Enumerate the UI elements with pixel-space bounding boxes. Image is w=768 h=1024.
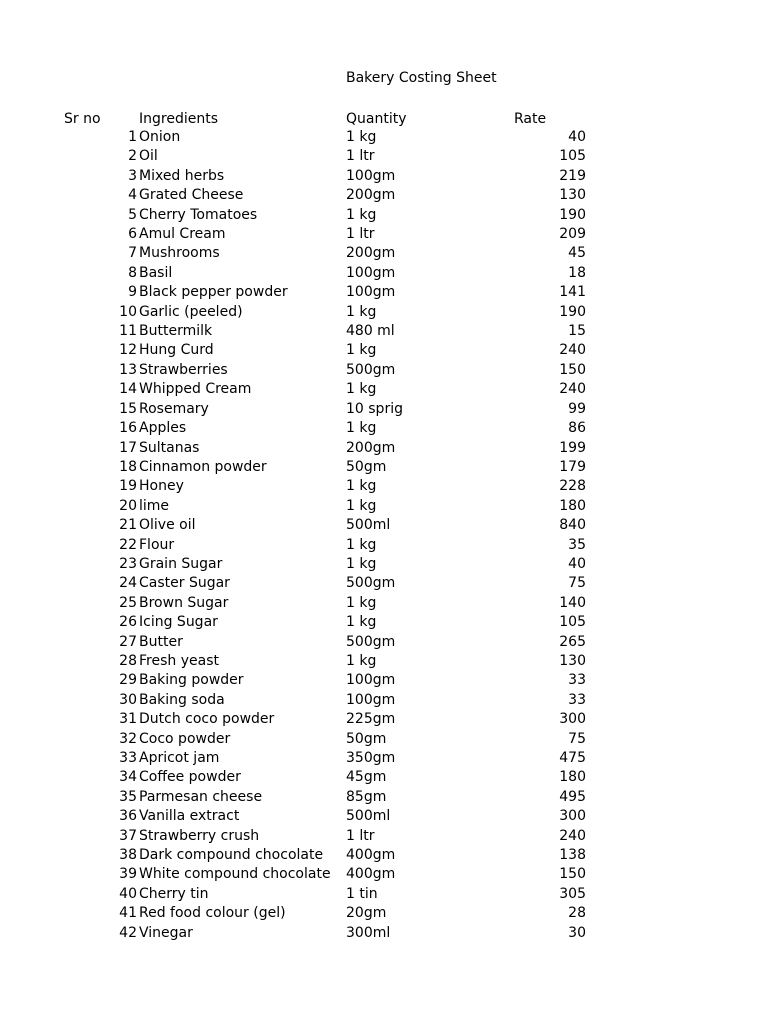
row-rate: 105 bbox=[559, 614, 586, 631]
row-ingredient: Black pepper powder bbox=[139, 284, 288, 301]
row-sr-no: 25 bbox=[119, 594, 137, 611]
row-sr-no: 16 bbox=[119, 420, 137, 437]
table-row bbox=[0, 788, 768, 807]
row-sr-no: 3 bbox=[128, 167, 137, 184]
row-rate: 18 bbox=[568, 264, 586, 281]
row-rate: 30 bbox=[568, 924, 586, 941]
row-ingredient: Coffee powder bbox=[139, 769, 241, 786]
table-row bbox=[0, 439, 768, 458]
row-rate: 190 bbox=[559, 303, 586, 320]
row-rate: 228 bbox=[559, 478, 586, 495]
row-ingredient: Cherry Tomatoes bbox=[139, 206, 258, 223]
row-quantity: 1 kg bbox=[346, 381, 377, 398]
table-row bbox=[0, 885, 768, 904]
row-ingredient: lime bbox=[139, 497, 170, 514]
row-quantity: 500ml bbox=[346, 808, 391, 825]
row-quantity: 20gm bbox=[346, 905, 387, 922]
row-quantity: 1 kg bbox=[346, 342, 377, 359]
row-sr-no: 7 bbox=[128, 245, 137, 262]
row-ingredient: Apples bbox=[139, 420, 187, 437]
row-ingredient: Caster Sugar bbox=[139, 575, 230, 592]
row-ingredient: Sultanas bbox=[139, 439, 200, 456]
row-rate: 300 bbox=[559, 711, 586, 728]
row-rate: 305 bbox=[559, 885, 586, 902]
row-ingredient: White compound chocolate bbox=[139, 866, 331, 883]
row-rate: 179 bbox=[559, 458, 586, 475]
table-row bbox=[0, 361, 768, 380]
table-row bbox=[0, 536, 768, 555]
table-row bbox=[0, 768, 768, 787]
row-rate: 105 bbox=[559, 148, 586, 165]
row-ingredient: Baking soda bbox=[139, 691, 225, 708]
table-row bbox=[0, 594, 768, 613]
table-row bbox=[0, 283, 768, 302]
table-row bbox=[0, 613, 768, 632]
row-quantity: 500ml bbox=[346, 517, 391, 534]
table-row bbox=[0, 419, 768, 438]
row-sr-no: 13 bbox=[119, 361, 137, 378]
table-row bbox=[0, 846, 768, 865]
row-quantity: 500gm bbox=[346, 633, 396, 650]
row-rate: 150 bbox=[559, 866, 586, 883]
row-sr-no: 42 bbox=[119, 924, 137, 941]
row-sr-no: 36 bbox=[119, 808, 137, 825]
row-rate: 40 bbox=[568, 555, 586, 572]
row-rate: 140 bbox=[559, 594, 586, 611]
row-sr-no: 6 bbox=[128, 226, 137, 243]
row-ingredient: Onion bbox=[139, 129, 181, 145]
row-quantity: 1 kg bbox=[346, 614, 377, 631]
row-rate: 33 bbox=[568, 691, 586, 708]
row-sr-no: 21 bbox=[119, 517, 137, 534]
row-quantity: 1 kg bbox=[346, 478, 377, 495]
table-row bbox=[0, 497, 768, 516]
row-ingredient: Dark compound chocolate bbox=[139, 847, 324, 864]
row-rate: 300 bbox=[559, 808, 586, 825]
row-ingredient: Whipped Cream bbox=[139, 381, 252, 398]
table-row bbox=[0, 730, 768, 749]
row-ingredient: Mushrooms bbox=[139, 245, 220, 262]
row-ingredient: Garlic (peeled) bbox=[139, 303, 243, 320]
row-quantity: 200gm bbox=[346, 187, 396, 204]
row-rate: 141 bbox=[559, 284, 586, 301]
row-sr-no: 29 bbox=[119, 672, 137, 689]
row-ingredient: Apricot jam bbox=[139, 750, 220, 766]
row-rate: 75 bbox=[568, 730, 586, 747]
table-row bbox=[0, 555, 768, 574]
row-rate: 86 bbox=[568, 420, 586, 437]
row-ingredient: Vanilla extract bbox=[139, 808, 240, 825]
row-sr-no: 15 bbox=[119, 400, 137, 417]
row-sr-no: 28 bbox=[119, 652, 137, 669]
row-ingredient: Hung Curd bbox=[139, 342, 214, 359]
row-sr-no: 12 bbox=[119, 342, 137, 359]
row-quantity: 1 kg bbox=[346, 129, 377, 145]
table-row bbox=[0, 516, 768, 535]
row-ingredient: Oil bbox=[139, 148, 158, 165]
row-quantity: 225gm bbox=[346, 711, 396, 728]
row-sr-no: 34 bbox=[119, 769, 137, 786]
row-rate: 138 bbox=[559, 847, 586, 864]
row-sr-no: 8 bbox=[128, 264, 137, 281]
row-quantity: 1 kg bbox=[346, 497, 377, 514]
row-sr-no: 14 bbox=[119, 381, 137, 398]
row-quantity: 100gm bbox=[346, 672, 396, 689]
table-row bbox=[0, 633, 768, 652]
table-row bbox=[0, 244, 768, 263]
row-sr-no: 31 bbox=[119, 711, 137, 728]
row-rate: 28 bbox=[568, 905, 586, 922]
row-quantity: 85gm bbox=[346, 788, 387, 805]
row-sr-no: 30 bbox=[119, 691, 137, 708]
row-sr-no: 17 bbox=[119, 439, 137, 456]
row-quantity: 400gm bbox=[346, 847, 396, 864]
row-ingredient: Mixed herbs bbox=[139, 167, 225, 184]
row-rate: 15 bbox=[568, 323, 586, 340]
row-rate: 99 bbox=[568, 400, 586, 417]
row-quantity: 480 ml bbox=[346, 323, 395, 340]
row-rate: 209 bbox=[559, 226, 586, 243]
row-ingredient: Grain Sugar bbox=[139, 555, 223, 572]
row-sr-no: 40 bbox=[119, 885, 137, 902]
row-sr-no: 20 bbox=[119, 497, 137, 514]
row-ingredient: Strawberries bbox=[139, 361, 228, 378]
row-sr-no: 41 bbox=[119, 905, 137, 922]
ingredients-table bbox=[0, 128, 768, 943]
row-sr-no: 10 bbox=[119, 303, 137, 320]
row-quantity: 400gm bbox=[346, 866, 396, 883]
table-row bbox=[0, 167, 768, 186]
table-row bbox=[0, 671, 768, 690]
row-rate: 75 bbox=[568, 575, 586, 592]
row-rate: 475 bbox=[559, 750, 586, 766]
row-rate: 190 bbox=[559, 206, 586, 223]
table-row bbox=[0, 264, 768, 283]
table-row bbox=[0, 380, 768, 399]
table-row bbox=[0, 458, 768, 477]
row-rate: 495 bbox=[559, 788, 586, 805]
table-row bbox=[0, 574, 768, 593]
row-sr-no: 11 bbox=[119, 323, 137, 340]
row-rate: 219 bbox=[559, 167, 586, 184]
row-sr-no: 19 bbox=[119, 478, 137, 495]
row-sr-no: 9 bbox=[128, 284, 137, 301]
row-quantity: 1 kg bbox=[346, 652, 377, 669]
row-quantity: 1 tin bbox=[346, 885, 378, 902]
row-ingredient: Butter bbox=[139, 633, 183, 650]
header-rate: Rate bbox=[514, 111, 547, 127]
row-ingredient: Rosemary bbox=[139, 400, 209, 417]
row-sr-no: 39 bbox=[119, 866, 137, 883]
row-rate: 840 bbox=[559, 517, 586, 534]
table-row bbox=[0, 710, 768, 729]
row-rate: 40 bbox=[568, 129, 586, 145]
row-ingredient: Amul Cream bbox=[139, 226, 226, 243]
row-ingredient: Coco powder bbox=[139, 730, 231, 747]
row-sr-no: 27 bbox=[119, 633, 137, 650]
row-rate: 265 bbox=[559, 633, 586, 650]
row-rate: 199 bbox=[559, 439, 586, 456]
row-ingredient: Brown Sugar bbox=[139, 594, 229, 611]
row-rate: 240 bbox=[559, 342, 586, 359]
row-rate: 33 bbox=[568, 672, 586, 689]
table-header bbox=[0, 110, 768, 128]
table-row bbox=[0, 827, 768, 846]
row-ingredient: Fresh yeast bbox=[139, 652, 219, 669]
row-rate: 150 bbox=[559, 361, 586, 378]
row-sr-no: 24 bbox=[119, 575, 137, 592]
row-ingredient: Cinnamon powder bbox=[139, 458, 267, 475]
row-rate: 130 bbox=[559, 187, 586, 204]
row-sr-no: 35 bbox=[119, 788, 137, 805]
row-sr-no: 18 bbox=[119, 458, 137, 475]
table-row bbox=[0, 865, 768, 884]
row-ingredient: Baking powder bbox=[139, 672, 244, 689]
row-quantity: 200gm bbox=[346, 439, 396, 456]
row-quantity: 100gm bbox=[346, 691, 396, 708]
row-quantity: 1 kg bbox=[346, 420, 377, 437]
row-quantity: 500gm bbox=[346, 361, 396, 378]
row-rate: 240 bbox=[559, 381, 586, 398]
row-sr-no: 26 bbox=[119, 614, 137, 631]
table-row bbox=[0, 477, 768, 496]
table-row bbox=[0, 807, 768, 826]
sheet-title: Bakery Costing Sheet bbox=[346, 70, 497, 86]
table-row bbox=[0, 749, 768, 768]
row-ingredient: Red food colour (gel) bbox=[139, 905, 286, 922]
row-quantity: 100gm bbox=[346, 167, 396, 184]
row-quantity: 1 kg bbox=[346, 594, 377, 611]
header-ingredients: Ingredients bbox=[139, 111, 218, 127]
header-quantity: Quantity bbox=[346, 111, 407, 127]
row-sr-no: 37 bbox=[119, 827, 137, 844]
table-row bbox=[0, 400, 768, 419]
table-row bbox=[0, 225, 768, 244]
row-quantity: 100gm bbox=[346, 284, 396, 301]
row-quantity: 50gm bbox=[346, 458, 387, 475]
row-quantity: 350gm bbox=[346, 750, 396, 766]
row-quantity: 500gm bbox=[346, 575, 396, 592]
row-quantity: 1 ltr bbox=[346, 226, 375, 243]
row-quantity: 1 ltr bbox=[346, 148, 375, 165]
row-quantity: 1 kg bbox=[346, 555, 377, 572]
row-quantity: 45gm bbox=[346, 769, 387, 786]
table-row bbox=[0, 691, 768, 710]
row-quantity: 200gm bbox=[346, 245, 396, 262]
row-quantity: 1 kg bbox=[346, 536, 377, 553]
row-sr-no: 38 bbox=[119, 847, 137, 864]
table-row bbox=[0, 904, 768, 923]
table-row bbox=[0, 924, 768, 943]
row-ingredient: Vinegar bbox=[139, 924, 193, 941]
row-quantity: 100gm bbox=[346, 264, 396, 281]
row-sr-no: 23 bbox=[119, 555, 137, 572]
row-quantity: 1 ltr bbox=[346, 827, 375, 844]
row-sr-no: 4 bbox=[128, 187, 137, 204]
row-ingredient: Olive oil bbox=[139, 517, 196, 534]
table-row bbox=[0, 322, 768, 341]
row-sr-no: 33 bbox=[119, 750, 137, 766]
row-rate: 180 bbox=[559, 497, 586, 514]
row-quantity: 50gm bbox=[346, 730, 387, 747]
row-rate: 35 bbox=[568, 536, 586, 553]
row-ingredient: Flour bbox=[139, 536, 175, 553]
row-rate: 240 bbox=[559, 827, 586, 844]
row-ingredient: Honey bbox=[139, 478, 184, 495]
row-ingredient: Dutch coco powder bbox=[139, 711, 275, 728]
row-sr-no: 2 bbox=[128, 148, 137, 165]
row-ingredient: Icing Sugar bbox=[139, 614, 218, 631]
row-sr-no: 5 bbox=[128, 206, 137, 223]
row-ingredient: Cherry tin bbox=[139, 885, 209, 902]
row-quantity: 1 kg bbox=[346, 206, 377, 223]
row-ingredient: Basil bbox=[139, 264, 173, 281]
row-ingredient: Parmesan cheese bbox=[139, 788, 263, 805]
table-row bbox=[0, 652, 768, 671]
row-ingredient: Buttermilk bbox=[139, 323, 213, 340]
row-rate: 130 bbox=[559, 652, 586, 669]
row-sr-no: 32 bbox=[119, 730, 137, 747]
row-rate: 180 bbox=[559, 769, 586, 786]
row-quantity: 10 sprig bbox=[346, 400, 403, 417]
row-ingredient: Strawberry crush bbox=[139, 827, 260, 844]
table-row bbox=[0, 186, 768, 205]
table-row bbox=[0, 147, 768, 166]
row-rate: 45 bbox=[568, 245, 586, 262]
row-sr-no: 22 bbox=[119, 536, 137, 553]
row-sr-no: 1 bbox=[128, 129, 137, 145]
table-row bbox=[0, 341, 768, 360]
row-ingredient: Grated Cheese bbox=[139, 187, 244, 204]
table-row bbox=[0, 206, 768, 225]
header-sr-no: Sr no bbox=[64, 111, 101, 127]
table-row bbox=[0, 128, 768, 147]
table-row bbox=[0, 303, 768, 322]
row-quantity: 1 kg bbox=[346, 303, 377, 320]
row-quantity: 300ml bbox=[346, 924, 391, 941]
